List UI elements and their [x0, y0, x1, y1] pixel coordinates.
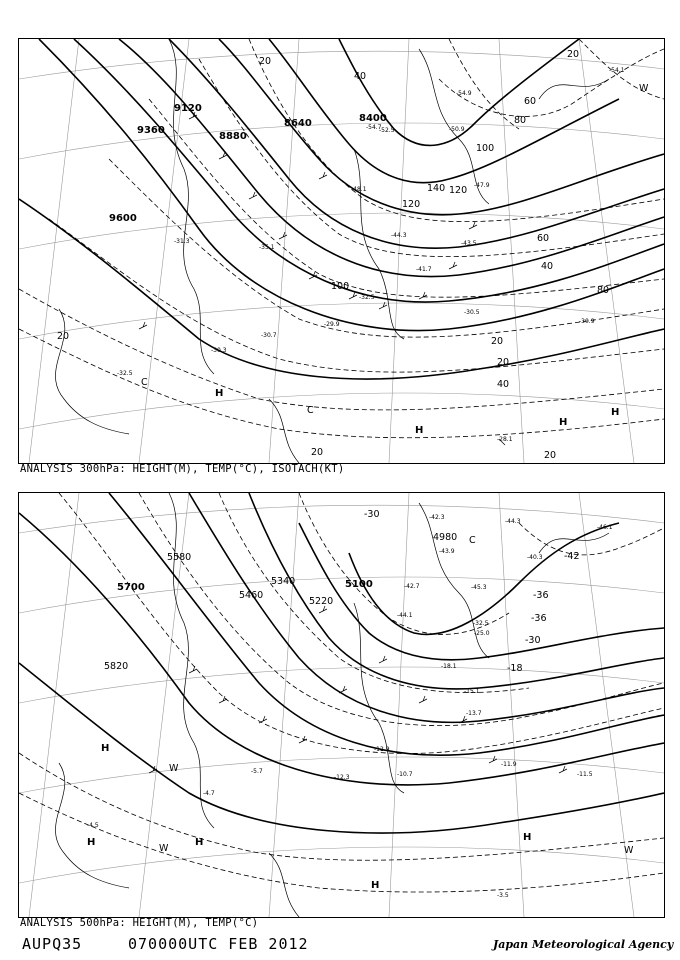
- isotach-label: 140: [427, 183, 446, 194]
- station-temp: -50.9: [449, 126, 465, 133]
- station-temp: -54.9: [456, 90, 472, 97]
- station-temp: -44.1: [397, 612, 413, 619]
- warm-center: W: [624, 845, 634, 856]
- station-temp: -12.9: [374, 746, 390, 753]
- latlon-grid: [19, 39, 664, 463]
- isotach-label: 20: [544, 450, 557, 461]
- cold-center: C: [307, 405, 314, 416]
- station-temp: -31.3: [174, 238, 190, 245]
- isotach-label: 20: [497, 357, 510, 368]
- station-temp: -42.7: [404, 583, 420, 590]
- wind-barbs: [149, 606, 567, 773]
- isotherm-label: -36: [531, 613, 547, 624]
- station-temp: -40.3: [527, 554, 543, 561]
- isotach-label: 40: [354, 71, 367, 82]
- height-label: 5580: [167, 552, 192, 563]
- isotherm-label: -30: [525, 635, 541, 646]
- cold-center: C: [469, 535, 476, 546]
- station-temp: -44.3: [505, 518, 521, 525]
- station-temp: -28.1: [497, 436, 513, 443]
- isotach-label: 80: [514, 115, 527, 126]
- map-300hpa-canvas: [19, 39, 664, 463]
- coastline: [55, 493, 609, 917]
- isotach-label: 120: [449, 185, 468, 196]
- station-temp: -32.5: [473, 620, 489, 627]
- station-temp: -11.5: [577, 771, 593, 778]
- isotach-label: 20: [567, 49, 580, 60]
- station-temp: -4.5: [87, 822, 99, 829]
- height-label: 8640: [284, 118, 312, 129]
- agency-name: Japan Meteorological Agency: [493, 938, 674, 951]
- high-pressure-center: H: [101, 743, 110, 754]
- caption-300hpa: ANALYSIS 300hPa: HEIGHT(M), TEMP(°C), ISOTACH(KT): [20, 463, 345, 475]
- station-temp: -52.5: [379, 127, 395, 134]
- station-temp: -43.5: [461, 240, 477, 247]
- station-temp: -11.9: [501, 761, 517, 768]
- station-temp: -30.9: [579, 318, 595, 325]
- isotach-label: 100: [476, 143, 495, 154]
- height-label: 5820: [104, 661, 129, 672]
- height-label: 5700: [117, 582, 145, 593]
- height-label: 5340: [271, 576, 296, 587]
- isotherm-label: -36: [533, 590, 549, 601]
- isotach-label: 20: [311, 447, 324, 458]
- chart-id: AUPQ35: [22, 935, 83, 953]
- station-temp: -45.3: [471, 584, 487, 591]
- height-label: 8880: [219, 131, 247, 142]
- warm-center: W: [159, 843, 169, 854]
- isotach-label: 60: [537, 233, 550, 244]
- station-temp: -25.0: [474, 630, 490, 637]
- isotach-label: 40: [497, 379, 510, 390]
- high-pressure-center: H: [415, 425, 424, 436]
- map-panel-500hpa: [18, 492, 665, 918]
- isotach-label: 60: [524, 96, 537, 107]
- station-temp: -29.9: [324, 321, 340, 328]
- height-label: 5220: [309, 596, 334, 607]
- high-pressure-center: H: [523, 832, 532, 843]
- station-temp: -32.5: [117, 370, 133, 377]
- isotherm-label: -18: [507, 663, 523, 674]
- height-contours: [19, 39, 664, 379]
- isotach-label: 120: [402, 199, 421, 210]
- station-temp: -48.1: [351, 186, 367, 193]
- station-temp: -44.3: [391, 232, 407, 239]
- high-pressure-center: H: [87, 837, 96, 848]
- station-temp: -30.3: [211, 347, 227, 354]
- station-temp: -32.5: [359, 294, 375, 301]
- station-temp: -3.5: [497, 892, 509, 899]
- height-label: 8400: [359, 113, 387, 124]
- height-label: 4980: [433, 532, 458, 543]
- station-temp: -13.7: [466, 710, 482, 717]
- station-temp: -54.7: [366, 124, 382, 131]
- high-pressure-center: H: [371, 880, 380, 891]
- isotach-label: 20: [259, 56, 272, 67]
- valid-time: 070000UTC FEB 2012: [128, 935, 309, 953]
- high-pressure-center: H: [559, 417, 568, 428]
- warm-center: W: [639, 83, 649, 94]
- height-label: 5100: [345, 579, 373, 590]
- isotach-label: 40: [541, 261, 554, 272]
- station-temp: -54.1: [609, 67, 625, 74]
- isotach-label: 80: [597, 285, 610, 296]
- station-temp: -4.7: [203, 790, 215, 797]
- station-temp: -15.1: [464, 688, 480, 695]
- station-temp: -12.3: [334, 774, 350, 781]
- high-pressure-center: H: [195, 837, 204, 848]
- height-label: 9360: [137, 125, 165, 136]
- isotherm-label: -30: [364, 509, 380, 520]
- station-temp: -10.7: [397, 771, 413, 778]
- station-temp: -30.5: [464, 309, 480, 316]
- cold-center: C: [141, 377, 148, 388]
- station-temp: -30.7: [261, 332, 277, 339]
- caption-500hpa: ANALYSIS 500hPa: HEIGHT(M), TEMP(°C): [20, 917, 259, 929]
- station-temp: -35.1: [259, 244, 275, 251]
- map-500hpa-canvas: [19, 493, 664, 917]
- map-panel-300hpa: [18, 38, 665, 464]
- station-temp: -46.1: [597, 524, 613, 531]
- isotach-label: 20: [57, 331, 70, 342]
- high-pressure-center: H: [611, 407, 620, 418]
- isotherm-label: -42: [564, 551, 580, 562]
- isotach-label: 100: [331, 281, 350, 292]
- height-label: 9600: [109, 213, 137, 224]
- station-temp: -43.9: [439, 548, 455, 555]
- station-temp: -47.9: [474, 182, 490, 189]
- height-label: 9120: [174, 103, 202, 114]
- height-label: 5460: [239, 590, 264, 601]
- isotach-label: 20: [491, 336, 504, 347]
- station-temp: -41.7: [416, 266, 432, 273]
- high-pressure-center: H: [215, 388, 224, 399]
- station-temp: -42.3: [429, 514, 445, 521]
- station-temp: -5.7: [251, 768, 263, 775]
- station-temp: -18.1: [441, 663, 457, 670]
- warm-center: W: [169, 763, 179, 774]
